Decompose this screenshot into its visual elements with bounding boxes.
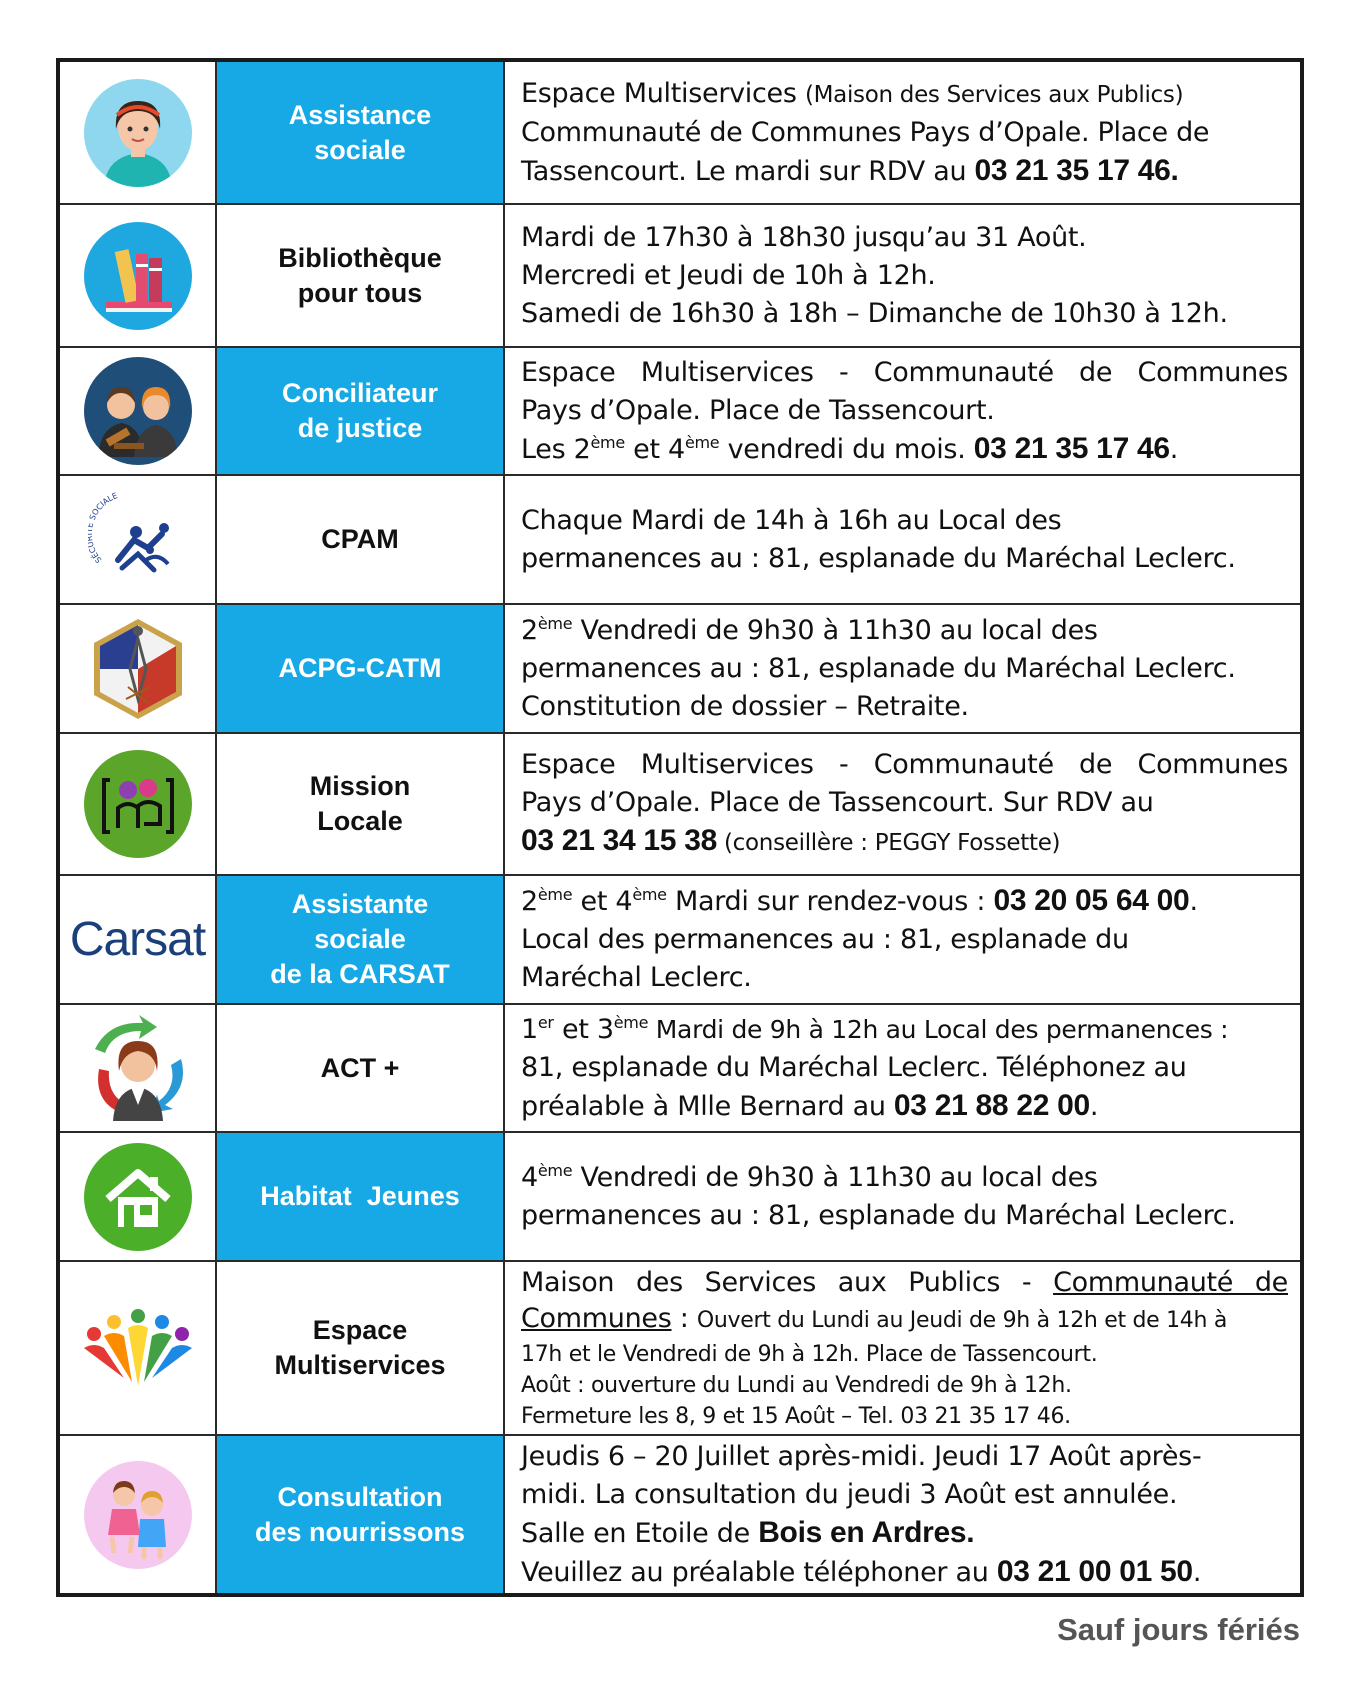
icon-cell [60, 205, 217, 346]
icon-cell [60, 1262, 217, 1434]
info-text: Espace Multiservices - Communauté de Communes [521, 356, 1288, 388]
info-text: Samedi de 16h30 à 18h – Dimanche de 10h30 à 12h. [521, 297, 1228, 329]
info-text: 81, esplanade du Maréchal Leclerc. Téléphonez au [521, 1051, 1187, 1083]
service-name: Espace [312, 1315, 408, 1345]
table-row [60, 205, 1300, 348]
service-name-cell [217, 1436, 505, 1593]
table-row [60, 734, 1300, 876]
info-text: 4 [521, 1161, 538, 1193]
info-cell [505, 734, 1300, 874]
phone-number: 03 21 34 15 38 [521, 824, 717, 857]
info-cell [505, 476, 1300, 603]
phone-number: 03 21 35 17 46. [974, 153, 1179, 187]
children-icon [84, 1461, 192, 1569]
service-name-cell [217, 62, 505, 203]
table-row [60, 476, 1300, 605]
phone-number: 03 21 00 01 50 [996, 1554, 1193, 1588]
info-text: Pays d’Opale. Place de Tassencourt. Sur RDV au [521, 787, 1154, 818]
service-name: Mission [309, 771, 411, 801]
info-text: Communauté de [1053, 1266, 1288, 1298]
service-name: Multiservices [274, 1350, 446, 1380]
icon-cell [60, 1436, 217, 1593]
info-text: Veuillez au préalable téléphoner au [521, 1556, 997, 1588]
table-row [60, 1436, 1300, 1593]
service-name: sociale [314, 134, 406, 165]
icon-cell [60, 734, 217, 874]
securite-sociale-logo-icon [88, 490, 188, 590]
table-row [60, 605, 1300, 734]
superscript: ème [537, 1160, 573, 1180]
info-text: permanences au : 81, esplanade du Maréchal Leclerc. [521, 542, 1236, 574]
info-text: Bois en Ardres. [758, 1515, 975, 1549]
icon-cell [60, 348, 217, 474]
info-text: . [1189, 886, 1198, 917]
info-text: . [1089, 1090, 1099, 1122]
info-text: Mardi de 17h30 à 18h30 jusqu’au 31 Août. [521, 221, 1087, 253]
footer-note: Sauf jours fériés [1057, 1612, 1300, 1647]
info-text: Salle en Etoile de [521, 1517, 759, 1549]
info-cell [505, 1262, 1300, 1434]
info-text: Mardi sur rendez-vous : [666, 886, 994, 917]
service-name-cell [217, 476, 505, 603]
service-name: Bibliothèque [278, 242, 442, 273]
info-text: . [1192, 1556, 1202, 1588]
service-name: Assistance [288, 99, 432, 130]
info-cell [505, 876, 1300, 1003]
info-text: Vendredi de 9h30 à 11h30 au local des [572, 614, 1098, 646]
info-text: Communes [521, 1302, 672, 1334]
info-cell [505, 1005, 1300, 1131]
service-name-cell [217, 734, 505, 874]
info-text: Local des permanences au : 81, esplanade du [521, 924, 1129, 955]
info-text: Mercredi et Jeudi de 10h à 12h. [521, 259, 936, 291]
table-row [60, 62, 1300, 205]
house-icon [84, 1143, 192, 1251]
service-name: Locale [317, 806, 403, 836]
superscript: ème [590, 432, 625, 452]
info-text: Mardi de 9h à 12h au Local des permanences : [648, 1014, 1229, 1044]
info-text: Espace Multiservices [521, 77, 797, 109]
table-row [60, 1133, 1300, 1262]
info-text: Espace Multiservices - Communauté de Communes [521, 749, 1288, 780]
service-name: ACPG-CATM [278, 653, 442, 683]
books-icon [84, 222, 192, 330]
woman-avatar-icon [84, 79, 192, 187]
service-name: pour tous [297, 277, 423, 308]
service-name: des nourrissons [254, 1516, 466, 1547]
info-text: 17h et le Vendredi de 9h à 12h. Place de Tassencourt. [521, 1341, 1098, 1367]
info-text: Fermeture les 8, 9 et 15 Août – Tel. 03 21 35 17 46. [521, 1403, 1071, 1429]
info-text: Août : ouverture du Lundi au Vendredi de 9h à 12h. [521, 1372, 1072, 1398]
info-text: préalable à Mlle Bernard au [521, 1090, 894, 1122]
service-name: CPAM [321, 524, 399, 554]
table-row [60, 1262, 1300, 1436]
carsat-logo-icon: Carsat [69, 913, 206, 966]
info-cell [505, 205, 1300, 346]
info-text: vendredi du mois. [719, 433, 974, 465]
icon-cell [60, 876, 217, 1003]
people-community-icon [80, 1308, 196, 1388]
info-text: Jeudis 6 – 20 Juillet après-midi. Jeudi 17 Août après- [521, 1440, 1202, 1472]
phone-number: 03 20 05 64 00 [993, 884, 1190, 917]
info-text: Vendredi de 9h30 à 11h30 au local des [572, 1161, 1098, 1193]
info-text: (Maison des Services aux Publics) [804, 81, 1184, 108]
service-name: sociale [314, 924, 406, 954]
businesswoman-arrows-icon [79, 1009, 197, 1127]
services-table [56, 58, 1304, 1597]
service-name-cell [217, 1262, 505, 1434]
info-text: . [1169, 433, 1179, 465]
info-text: permanences au : 81, esplanade du Maréchal Leclerc. [521, 652, 1236, 684]
info-cell [505, 348, 1300, 474]
superscript: er [537, 1012, 554, 1032]
info-text: : [671, 1302, 697, 1334]
icon-cell [60, 1005, 217, 1131]
phone-number: 03 21 35 17 46 [973, 431, 1170, 465]
service-name-cell [217, 1133, 505, 1260]
table-row [60, 876, 1300, 1005]
info-text: et 4 [624, 433, 685, 465]
info-text: 2 [521, 614, 538, 646]
info-cell [505, 1133, 1300, 1260]
service-name-cell [217, 605, 505, 732]
mission-locale-icon [84, 750, 192, 858]
acpg-badge-icon [86, 613, 190, 725]
info-text: et 3 [553, 1013, 614, 1045]
info-text: et 4 [572, 886, 633, 917]
service-name: ACT + [320, 1052, 400, 1083]
superscript: ème [613, 1012, 649, 1032]
icon-cell [60, 476, 217, 603]
info-text: 2 [521, 886, 538, 917]
info-text: Maréchal Leclerc. [521, 962, 752, 993]
table-row [60, 1005, 1300, 1133]
superscript: ème [537, 885, 573, 904]
info-text: Pays d’Opale. Place de Tassencourt. [521, 394, 995, 426]
info-text: Ouvert du Lundi au Jeudi de 9h à 12h et de 14h à [696, 1307, 1228, 1333]
info-text: Communauté de Communes Pays d’Opale. Place de [521, 116, 1210, 148]
info-text: Maison des Services aux Publics - [521, 1266, 1054, 1298]
icon-cell [60, 62, 217, 203]
service-name-cell [217, 205, 505, 346]
info-text: midi. La consultation du jeudi 3 Août est annulée. [521, 1478, 1178, 1510]
icon-cell [60, 605, 217, 732]
logo-text: SÉC SOCIALE [87, 490, 119, 565]
service-name: Assistante [291, 889, 429, 919]
service-name: de la CARSAT [270, 959, 450, 989]
info-text: Constitution de dossier – Retraite. [521, 690, 969, 722]
superscript: ème [537, 613, 573, 633]
info-text: Chaque Mardi de 14h à 16h au Local des [521, 504, 1062, 536]
icon-cell [60, 1133, 217, 1260]
superscript: ème [684, 432, 720, 452]
info-cell [505, 62, 1300, 203]
info-text: (conseillère : PEGGY Fossette) [717, 830, 1061, 856]
service-name-cell [217, 1005, 505, 1131]
service-name-cell [217, 348, 505, 474]
service-name: Habitat Jeunes [260, 1181, 460, 1211]
info-text: Les 2 [521, 433, 591, 465]
info-cell [505, 1436, 1300, 1593]
service-name: de justice [297, 413, 423, 443]
info-text: permanences au : 81, esplanade du Maréchal Leclerc. [521, 1199, 1236, 1231]
service-name: Consultation [277, 1481, 443, 1512]
table-row [60, 348, 1300, 476]
info-cell [505, 605, 1300, 732]
info-text: 1 [521, 1013, 538, 1045]
service-name: Conciliateur [281, 378, 439, 408]
info-text: Tassencourt. Le mardi sur RDV au [521, 155, 975, 187]
phone-number: 03 21 88 22 00 [893, 1088, 1090, 1122]
superscript: ème [632, 885, 667, 904]
judge-icon [84, 357, 192, 465]
svg-text:SÉCURITÉ SOCIALE [88, 491, 119, 564]
service-name-cell [217, 876, 505, 1003]
